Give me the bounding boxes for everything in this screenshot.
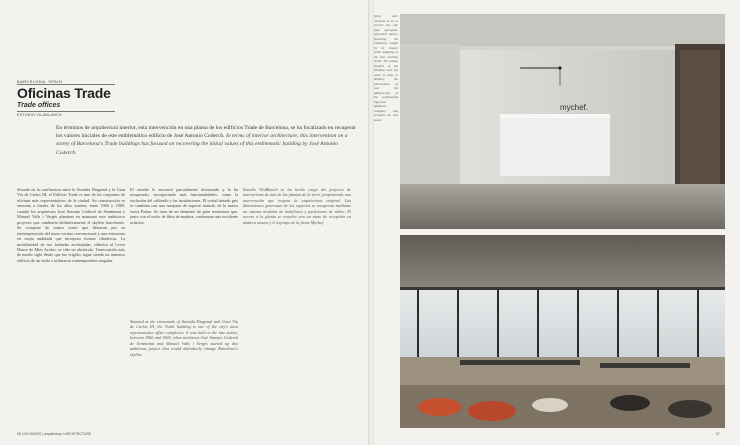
body-column-2-english <box>130 319 238 425</box>
body-text: El estudio lo encontró parcialmente destrozado y lo ha recuperado, incorporando más funcionalidades, como la exclusión del cableado y las instalaciones. El cristal tintado gris se combina con una moqueta de aspecto natural, de la marca sueca Bolon. Se trata de un elemento de gran resistencia que, junto con el techo de fibra de madera, conforman una excelente acústica. <box>130 187 238 225</box>
section-tag: BARCELONA, SPAIN <box>17 79 63 84</box>
intro-english: In terms of interior architecture, this intervention on a storey of Barcelona's Trade buildings has focused on recovering the initial values of this emblematic building by José Antonio Coderch. <box>56 133 348 156</box>
photo-open-office <box>400 235 725 428</box>
body-column-1 <box>17 187 125 425</box>
article-credit: ESTUDIO VILABLANCH <box>17 113 62 117</box>
intro-spanish: En términos de arquitectura interior, esta intervención en una planta de los edificios Trade de Barcelona, se ha focalizado en recuperar los valores iniciales de este emblemático edificio de José Antonio Coderch. <box>56 125 356 140</box>
body-text: Situado en la confluencia entre la Avenida Diagonal y la Gran Vía de Carlos III, el Edificio Trade es uno de los conjuntos de oficinas más representativos de la ciudad. Su construcción se remonta a finales de los años sesenta, entre 1966 y 1969, cuando los arquitectos José Antonio Coderch de Sentmenat y Manuel Valls i Vergés plantean en manzana este ambicioso proyecto que cambiaría definitivamente el skyline barcelonés. Se compone de cuatro torres que destacan por su reinterpretación del muro cortina convencional y una estructura en crujía ondulada que incorpora formas cilíndricas. La modularidad de sus fachadas acristaladas, idéntica al Lever House de Mies Avalos, se ciñe un obstáculo. Transcurrido más de medio siglo desde que fue erigido, sigue siendo un inmenso edificio de un estilo e influencia contemporáneo singular. <box>17 187 125 263</box>
article-subtitle: Trade offices <box>17 102 61 109</box>
folio-left: 96 | ON DIARIO | arquitectura / ARCHITECTURE <box>17 432 92 436</box>
reception-illustration <box>400 14 725 229</box>
body-text: Estudio VilaBlanch se ha hecho cargo del proyecto de interiorismo de una de las plantas de la torre, proponiendo una intervención que respeta la arquitectura original. Las dimensiones generosas de los espacios se recuperan mediante un sistema modular de mobiliario y particiones de vidrio. El acceso a la planta se resuelve con un muro de recepción en madera oscura y el logotipo de la firma Mychef. <box>243 187 351 225</box>
body-column-3 <box>243 187 351 425</box>
mychef-logo: mychef. <box>560 103 589 112</box>
article-title: Oficinas Trade <box>17 85 111 101</box>
body-text-english: Some were removed so as to recover the old, fully open-plan, polyvalent spaces, favouring the luminosity sought by its creator while adapting to the new working needs. The unique features of the building were key when it came to defining the intervention, as was the idiosyncrasy of the professional high-end appliance company that occupies the new space. <box>374 14 398 122</box>
credit-rule <box>17 111 115 112</box>
intro-paragraph <box>56 124 356 157</box>
body-column-2 <box>130 187 238 317</box>
right-text-column <box>374 14 398 425</box>
office-illustration <box>400 235 725 428</box>
photo-reception <box>400 14 725 229</box>
body-text-english: Situated at the crossroads of Avenida Diagonal and Gran Vía de Carlos III, the Trade building is one of the city's most representative office complexes. It was built in the late sixties, between 1966 and 1969, when architects José Antonio Coderch de Sentmenat and Manuel Valls i Vergés started up this ambitious project that would definitively change Barcelona's skyline. <box>130 319 238 357</box>
folio-right: 97 <box>716 432 720 436</box>
